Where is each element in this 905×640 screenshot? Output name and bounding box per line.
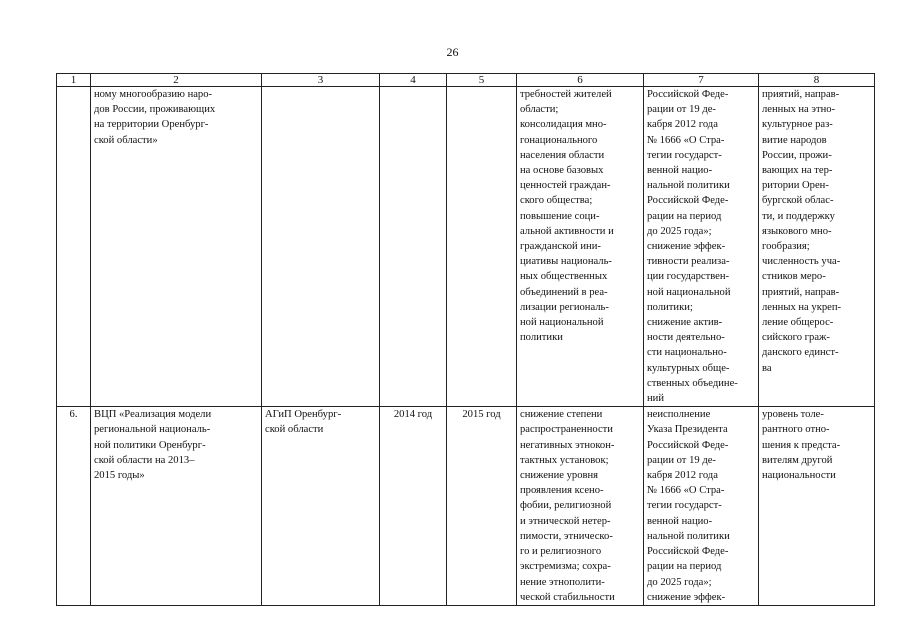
cell-text-line: бургской облас-	[762, 195, 834, 207]
row-number-cell	[57, 87, 91, 407]
cell-text-line: стников меро-	[762, 271, 826, 283]
cell-text-line: рации от 19 де-	[647, 454, 716, 466]
cell-text-line: фобии, религиозной	[520, 500, 612, 512]
program-name-cell	[91, 407, 262, 606]
page-number: 26	[446, 45, 459, 59]
cell-text-line: области;	[520, 104, 559, 116]
cell-text-line: лизации региональ-	[520, 301, 609, 313]
cell-text-line: № 1666 «О Стра-	[647, 134, 725, 146]
cell-text-line: ному многообразию наро-	[94, 89, 213, 100]
cell-text-line: гонационального	[520, 134, 598, 146]
cell-text-line: гражданской ини-	[520, 241, 601, 253]
cell-text-line: снижение актив-	[647, 317, 723, 329]
cell-text-line: ВЦП «Реализация модели	[94, 409, 212, 421]
cell-text-line: го и религиозного	[520, 546, 602, 558]
cell-text-line: численность уча-	[762, 256, 841, 268]
header-cell-7: 7	[644, 74, 759, 87]
cell-text-line: ской области на 2013–	[94, 454, 195, 466]
plan-table	[56, 73, 875, 606]
table-row	[57, 87, 875, 407]
cell-text-line: культурное раз-	[762, 119, 833, 131]
cell-text-line: рации на период	[647, 210, 722, 222]
cell-text-line: альной активности и	[520, 225, 614, 237]
cell-text-line: витие народов	[762, 134, 827, 146]
cell-text-line: ского общества;	[520, 195, 593, 207]
cell-text-line: политики	[520, 332, 563, 344]
indicator-cell	[759, 407, 875, 606]
cell-text-line: Российской Феде-	[647, 439, 729, 451]
cell-text-line: ти, и поддержку	[762, 210, 835, 222]
cell-text-line: нение этнополити-	[520, 576, 605, 588]
cell-text-line: на основе базовых	[520, 165, 604, 177]
cell-text-line: венной нацио-	[647, 515, 713, 527]
cell-text-line: АГиП Оренбург-	[265, 409, 342, 421]
program-name-cell	[91, 87, 262, 407]
cell-text-line: приятий, направ-	[762, 89, 840, 100]
cell-text-line: ва	[762, 362, 772, 374]
cell-text-line: проявления ксено-	[520, 485, 604, 497]
cell-text-line: до 2025 года»;	[647, 576, 712, 588]
cell-text-line: ленных на этно-	[762, 104, 836, 116]
cell-text-line: № 1666 «О Стра-	[647, 485, 725, 497]
header-row	[57, 74, 875, 87]
start-year-cell	[380, 87, 447, 407]
executor-cell	[262, 407, 380, 606]
cell-text-line: экстремизма; сохра-	[520, 561, 611, 573]
cell-text-line: уровень толе-	[762, 409, 824, 421]
cell-text-line: региональной националь-	[94, 424, 211, 436]
header-cell-8: 8	[759, 74, 875, 87]
cell-text-line: ленных на укреп-	[762, 301, 842, 313]
executor-cell	[262, 87, 380, 407]
cell-text-line: ственных объедине-	[647, 377, 738, 389]
cell-text-line: данского единст-	[762, 347, 839, 359]
cell-text-line: рантного отно-	[762, 424, 830, 436]
cell-text-line: распространенности	[520, 424, 613, 436]
cell-text-line: тактных установок;	[520, 454, 609, 466]
cell-text-line: шения к предста-	[762, 439, 841, 451]
header-cell-1: 1	[57, 74, 91, 87]
cell-text-line: ской области	[265, 424, 324, 436]
cell-text-line: снижение уровня	[520, 470, 599, 482]
cell-text-line: сийского граж-	[762, 332, 830, 344]
indicator-cell	[759, 87, 875, 407]
cell-text-line: ных общественных	[520, 271, 608, 283]
header-cell-4: 4	[380, 74, 447, 87]
row-number-cell: 6.	[57, 407, 91, 606]
cell-text-line: ной национальной	[520, 317, 604, 329]
expected-result-cell	[517, 87, 644, 407]
header-cell-5: 5	[447, 74, 517, 87]
cell-text-line: до 2025 года»;	[647, 225, 712, 237]
cell-text-line: ритории Орен-	[762, 180, 829, 192]
cell-text-line: неисполнение	[647, 409, 711, 421]
cell-text-line: вителям другой	[762, 454, 833, 466]
cell-text-line: требностей жителей	[520, 89, 612, 100]
cell-text-line: гообразия;	[762, 241, 810, 253]
end-year-cell	[447, 87, 517, 407]
expected-result-cell	[517, 407, 644, 606]
cell-text-line: ний	[647, 393, 665, 405]
cell-text-line: ной национальной	[647, 286, 731, 298]
cell-text-line: тегии государст-	[647, 149, 722, 161]
cell-text-line: пимости, этническо-	[520, 530, 613, 542]
cell-text-line: ценностей граждан-	[520, 180, 611, 192]
start-year-cell: 2014 год	[380, 407, 447, 606]
cell-text-line: снижение эффек-	[647, 591, 726, 603]
end-year-cell: 2015 год	[447, 407, 517, 606]
cell-text-line: и этнической нетер-	[520, 515, 611, 527]
cell-text-line: Указа Президента	[647, 424, 728, 436]
cell-text-line: населения области	[520, 149, 605, 161]
cell-text-line: Российской Феде-	[647, 195, 729, 207]
cell-text-line: кабря 2012 года	[647, 470, 718, 482]
cell-text-line: ской области»	[94, 134, 158, 146]
cell-text-line: нальной политики	[647, 180, 730, 192]
cell-text-line: рации от 19 де-	[647, 104, 716, 116]
cell-text-line: на территории Оренбург-	[94, 119, 209, 131]
cell-text-line: негативных этнокон-	[520, 439, 615, 451]
cell-text-line: рации на период	[647, 561, 722, 573]
cell-text-line: Российской Феде-	[647, 89, 729, 100]
cell-text-line: кабря 2012 года	[647, 119, 718, 131]
cell-text-line: вающих на тер-	[762, 165, 833, 177]
cell-text-line: ческой стабильности	[520, 591, 615, 603]
cell-text-line: национальности	[762, 470, 836, 482]
cell-text-line: консолидация мно-	[520, 119, 607, 131]
cell-text-line: политики;	[647, 301, 693, 313]
cell-text-line: приятий, направ-	[762, 286, 840, 298]
cell-text-line: снижение эффек-	[647, 241, 726, 253]
table-row	[57, 407, 875, 606]
cell-text-line: ности деятельно-	[647, 332, 725, 344]
cell-text-line: нальной политики	[647, 530, 730, 542]
cell-text-line: ции государствен-	[647, 271, 730, 283]
cell-text-line: России, прожи-	[762, 149, 832, 161]
cell-text-line: сти национально-	[647, 347, 727, 359]
cell-text-line: повышение соци-	[520, 210, 600, 222]
cell-text-line: объединений в реа-	[520, 286, 608, 298]
cell-text-line: венной нацио-	[647, 165, 713, 177]
cell-text-line: снижение степени	[520, 409, 603, 421]
header-cell-6: 6	[517, 74, 644, 87]
cell-text-line: языкового мно-	[762, 225, 832, 237]
cell-text-line: циативы националь-	[520, 256, 612, 268]
consequences-cell	[644, 87, 759, 407]
cell-text-line: культурных обще-	[647, 362, 730, 374]
cell-text-line: Российской Феде-	[647, 546, 729, 558]
header-cell-2: 2	[91, 74, 262, 87]
cell-text-line: дов России, проживающих	[94, 104, 216, 116]
cell-text-line: ной политики Оренбург-	[94, 439, 206, 451]
cell-text-line: тегии государст-	[647, 500, 722, 512]
header-cell-3: 3	[262, 74, 380, 87]
cell-text-line: ление общерос-	[762, 317, 834, 329]
consequences-cell	[644, 407, 759, 606]
cell-text-line: 2015 годы»	[94, 470, 145, 482]
cell-text-line: тивности реализа-	[647, 256, 730, 268]
